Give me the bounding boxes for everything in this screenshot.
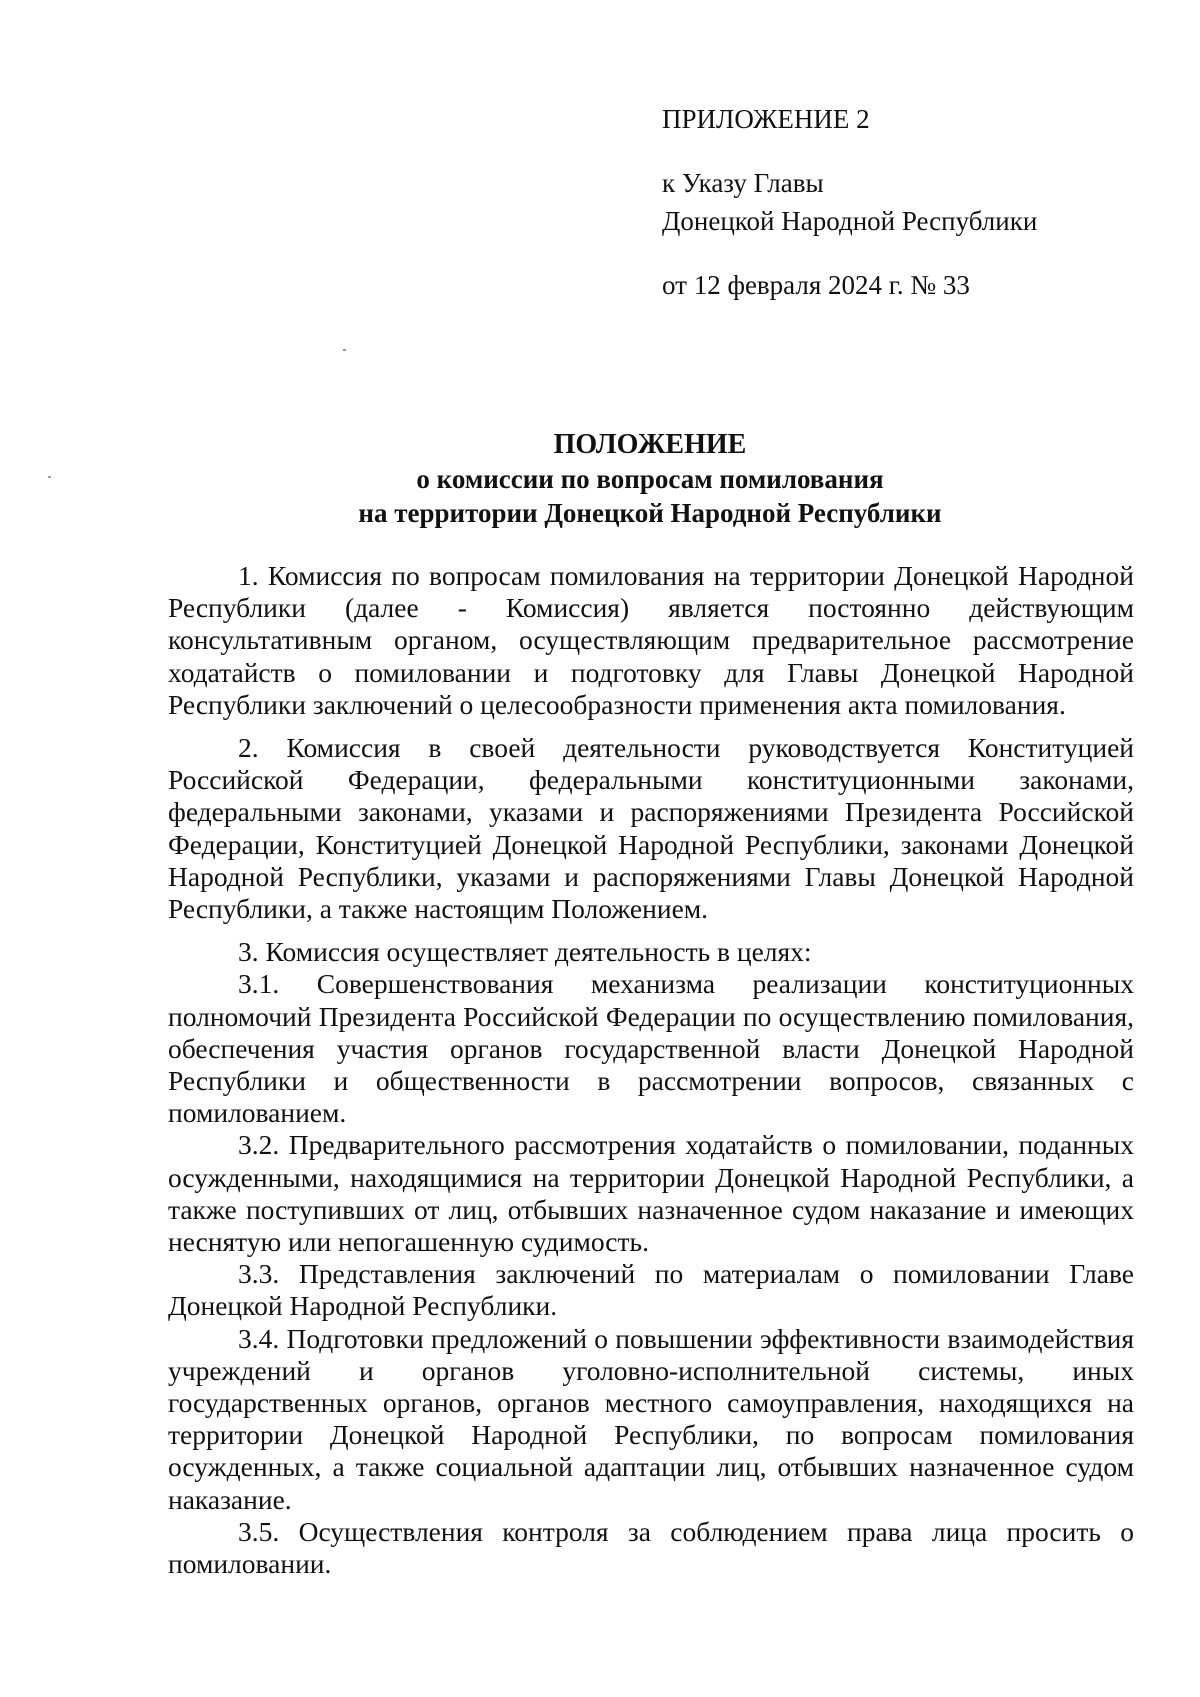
scan-speck bbox=[343, 349, 346, 351]
title-sub1: о комиссии по вопросам помилования bbox=[416, 464, 884, 494]
title-main: ПОЛОЖЕНИЕ bbox=[553, 429, 747, 460]
appendix-date: от 12 февраля 2024 г. № 33 bbox=[662, 270, 970, 300]
appendix-ref-line2: Донецкой Народной Республики bbox=[662, 206, 1038, 236]
paragraph-3-2: 3.2. Предварительного рассмотрения ходатайств о помиловании, поданных осужденными, находящимися на территории Донецкой Народной Республики, а также поступивших от лиц, отбывших назначенное судом наказание и имеющих неснятую или непогашенную судимость. bbox=[168, 1129, 1134, 1258]
document-title bbox=[0, 428, 1200, 530]
appendix-header bbox=[662, 100, 1142, 304]
paragraph-1: 1. Комиссия по вопросам помилования на территории Донецкой Народной Республики (далее - Комиссия) является постоянно действующим консультативным органом, осуществляющим предварительное рассмотрение ходатайств о помиловании и подготовку для Главы Донецкой Народной Республики заключений о целесообразности применения акта помилования. bbox=[168, 560, 1134, 720]
scan-speck bbox=[48, 476, 51, 478]
title-sub2: на территории Донецкой Народной Республики bbox=[358, 498, 942, 528]
appendix-label: ПРИЛОЖЕНИЕ 2 bbox=[662, 104, 870, 134]
paragraph-3-4: 3.4. Подготовки предложений о повышении эффективности взаимодействия учреждений и органов уголовно-исполнительной системы, иных государственных органов, органов местного самоуправления, находящихся на территории Донецкой Народной Республики, по вопросам помилования осужденных, а также социальной адаптации лиц, отбывших назначенное судом наказание. bbox=[168, 1322, 1134, 1515]
appendix-ref-line1: к Указу Главы bbox=[662, 168, 824, 198]
document-body bbox=[168, 560, 1134, 1580]
paragraph-3-5: 3.5. Осуществления контроля за соблюдением права лица просить о помиловании. bbox=[168, 1515, 1134, 1580]
paragraph-3-3: 3.3. Представления заключений по материалам о помиловании Главе Донецкой Народной Республики. bbox=[168, 1258, 1134, 1322]
paragraph-2: 2. Комиссия в своей деятельности руководствуется Конституцией Российской Федерации, федеральными конституционными законами, федеральными законами, указами и распоряжениями Президента Российской Федерации, Конституцией Донецкой Народной Республики, законами Донецкой Народной Республики, указами и распоряжениями Главы Донецкой Народной Республики, а также настоящим Положением. bbox=[168, 732, 1134, 925]
paragraph-3-1: 3.1. Совершенствования механизма реализации конституционных полномочий Президента Российской Федерации по осуществлению помилования, обеспечения участия органов государственной власти Донецкой Народной Республики и общественности в рассмотрении вопросов, связанных с помилованием. bbox=[168, 968, 1134, 1129]
paragraph-3: 3. Комиссия осуществляет деятельность в целях: bbox=[238, 936, 812, 968]
